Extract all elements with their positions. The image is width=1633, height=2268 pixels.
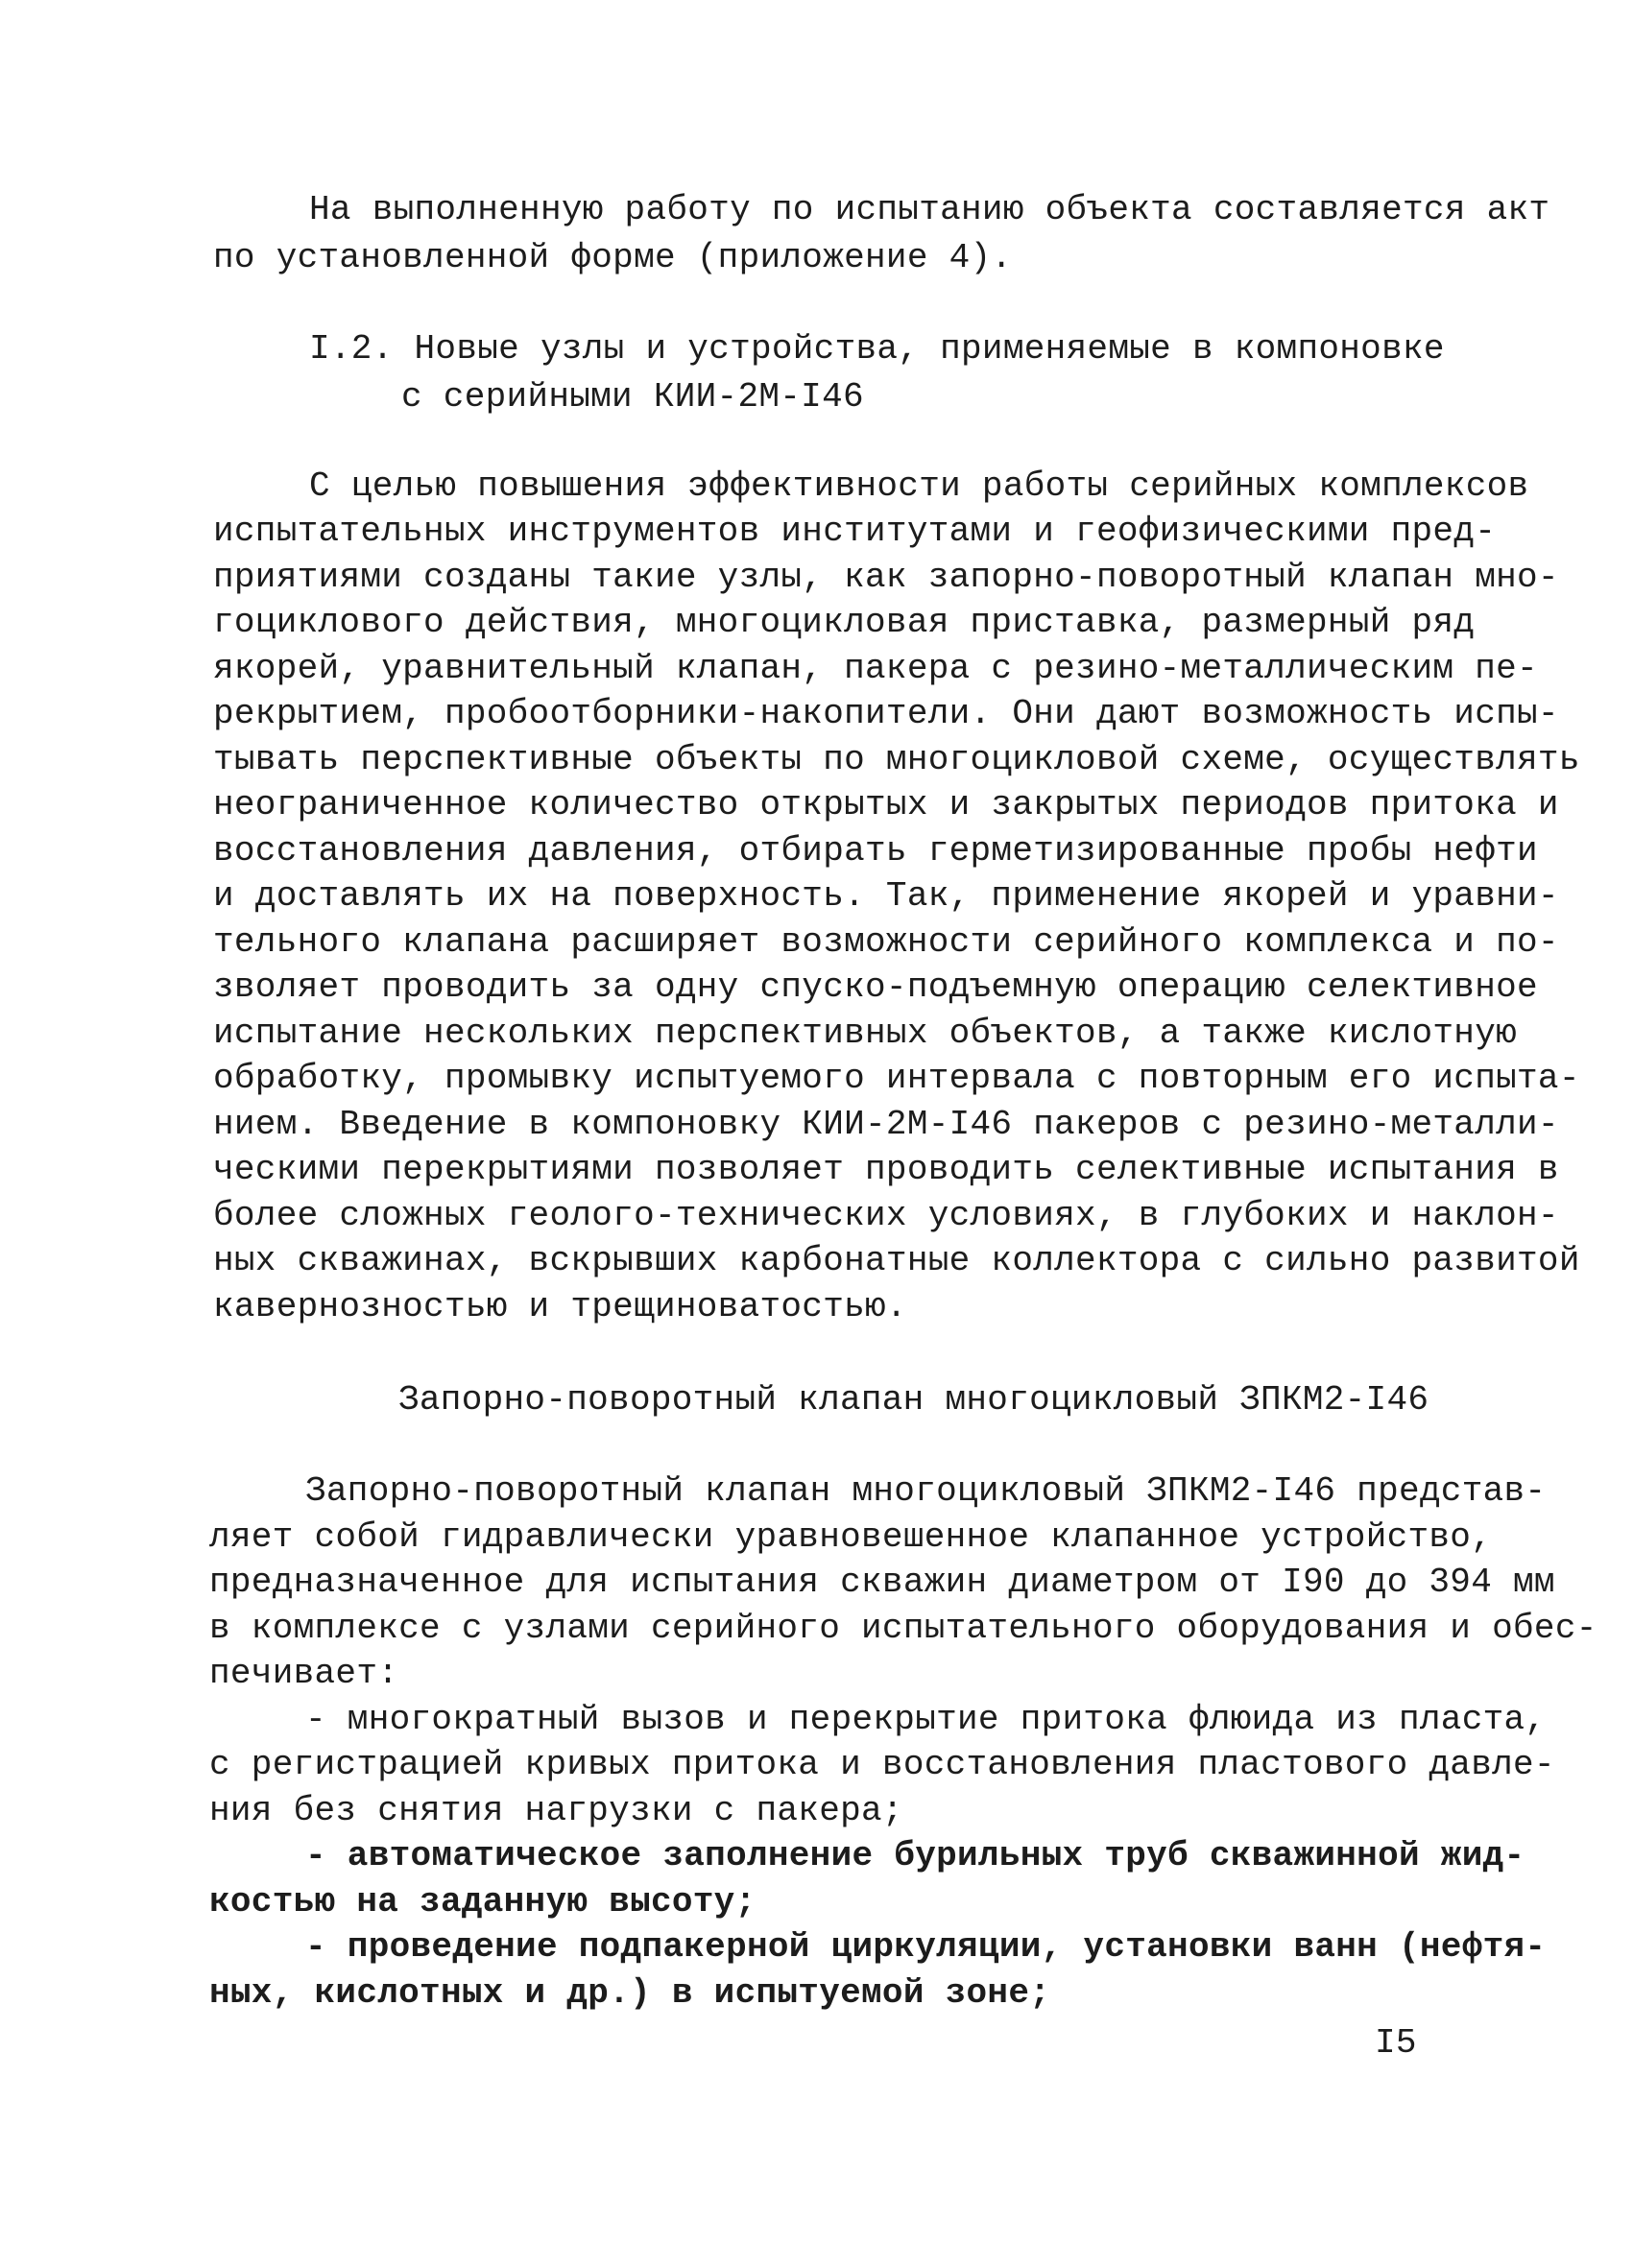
paragraph-line: гоциклового действия, многоцикловая приставка, размерный ряд — [213, 603, 1476, 642]
paragraph-line: и доставлять их на поверхность. Так, применение якорей и уравни- — [213, 876, 1559, 916]
page-number: I5 — [1375, 2023, 1417, 2063]
paragraph-line: приятиями созданы такие узлы, как запорно-поворотный клапан мно- — [213, 558, 1559, 597]
list-item-line: с регистрацией кривых притока и восстановления пластового давле- — [209, 1745, 1555, 1784]
list-item-line: - проведение подпакерной циркуляции, установки ванн (нефтя- — [305, 1927, 1547, 1967]
paragraph-line: ляет собой гидравлически уравновешенное клапанное устройство, — [209, 1517, 1493, 1557]
list-item-line: ных, кислотных и др.) в испытуемой зоне; — [209, 1973, 1051, 2013]
intro-line: по установленной форме (приложение 4). — [213, 238, 1013, 277]
paragraph-line: ных скважинах, вскрывших карбонатные коллектора с сильно развитой — [213, 1241, 1580, 1280]
paragraph-line: более сложных геолого-технических условиях, в глубоких и наклон- — [213, 1196, 1559, 1235]
paragraph-line: тывать перспективные объекты по многоцикловой схеме, осуществлять — [213, 740, 1580, 779]
paragraph-line: якорей, уравнительный клапан, пакера с резино-металлическим пе- — [213, 649, 1538, 688]
paragraph-line: неограниченное количество открытых и закрытых периодов притока и — [213, 785, 1559, 824]
paragraph-line: ческими перекрытиями позволяет проводить селективные испытания в — [213, 1150, 1559, 1189]
paragraph-line: кавернозностью и трещиноватостью. — [213, 1287, 907, 1326]
paragraph-line: тельного клапана расширяет возможности серийного комплекса и по- — [213, 922, 1559, 962]
paragraph-line: С целью повышения эффективности работы серийных комплексов — [309, 466, 1529, 506]
paragraph-line: рекрытием, пробоотборники-накопители. Они дают возможность испы- — [213, 694, 1559, 733]
list-item-line: костью на заданную высоту; — [209, 1882, 756, 1922]
list-item-line: ния без снятия нагрузки с пакера; — [209, 1791, 903, 1830]
paragraph-line: Запорно-поворотный клапан многоцикловый ЗПКМ2-I46 представ- — [305, 1471, 1547, 1511]
paragraph-line: в комплексе с узлами серийного испытательного оборудования и обес- — [209, 1609, 1597, 1648]
paragraph-line: испытательных инструментов институтами и геофизическими пред- — [213, 512, 1497, 551]
paragraph-line: нием. Введение в компоновку КИИ-2М-I46 пакеров с резино-металли- — [213, 1105, 1559, 1144]
paragraph-line: испытание нескольких перспективных объектов, а также кислотную — [213, 1014, 1518, 1053]
section-heading: I.2. Новые узлы и устройства, применяемые в компоновке — [309, 329, 1445, 369]
paragraph-line: обработку, промывку испытуемого интервала с повторным его испыта- — [213, 1059, 1580, 1098]
paragraph-line: зволяет проводить за одну спуско-подъемную операцию селективное — [213, 967, 1538, 1007]
list-item-line: - автоматическое заполнение бурильных труб скважинной жид- — [305, 1836, 1525, 1875]
paragraph-line: восстановления давления, отбирать герметизированные пробы нефти — [213, 831, 1538, 871]
paragraph-line: печивает: — [209, 1654, 399, 1693]
paragraph-line: предназначенное для испытания скважин диаметром от I90 до 394 мм — [209, 1563, 1555, 1602]
section-heading: с серийными КИИ-2М-I46 — [401, 377, 864, 417]
intro-line: На выполненную работу по испытанию объекта составляется акт — [309, 190, 1550, 229]
subheading: Запорно-поворотный клапан многоцикловый ЗПКМ2-I46 — [398, 1380, 1429, 1420]
list-item-line: - многократный вызов и перекрытие притока флюида из пласта, — [305, 1700, 1547, 1739]
